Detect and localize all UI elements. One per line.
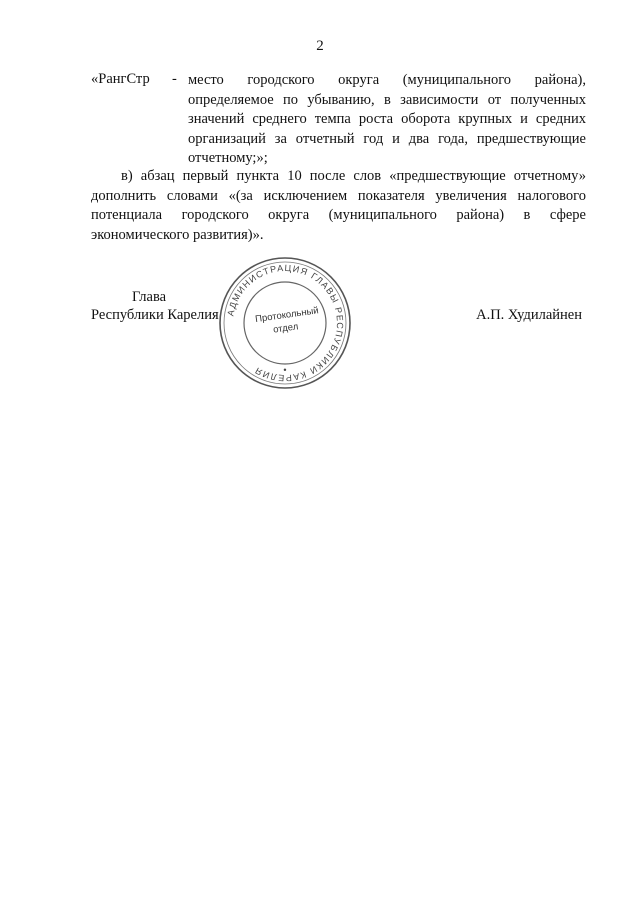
stamp-ring-text: АДМИНИСТРАЦИЯ ГЛАВЫ РЕСПУБЛИКИ КАРЕЛИЯ: [225, 262, 346, 384]
signatory-title-line-1: Глава: [132, 289, 167, 305]
definition-line: определяемое по убыванию, в зависимости от полученных: [188, 91, 586, 108]
official-stamp: [217, 255, 353, 391]
paragraph-line: в) абзац первый пункта 10 после слов «предшествующие отчетному»: [121, 168, 586, 184]
amendment-paragraph: [91, 167, 586, 245]
page-number: 2: [316, 38, 324, 54]
paragraph-line: дополнить словами «(за исключением показателя увеличения налогового: [91, 187, 586, 204]
definition-line: место городского округа (муниципального района),: [188, 72, 586, 88]
stamp-star-icon: •: [283, 365, 287, 375]
paragraph-line: экономического развития)».: [91, 226, 264, 243]
definition-line: организаций за отчетный год и два года, предшествующие: [188, 130, 586, 147]
definition-dash: -: [172, 71, 177, 87]
signatory-name: А.П. Худилайнен: [476, 307, 582, 323]
stamp-center-line-2: отдел: [272, 321, 299, 336]
definition-line: значений среднего темпа роста оборота крупных и средних: [188, 111, 586, 127]
definition-term: «РангСтр: [91, 71, 150, 87]
stamp-center-line-1: Протокольный: [254, 305, 320, 326]
signatory-title-line-2: Республики Карелия: [91, 307, 219, 323]
paragraph-line: потенциала городского округа (муниципального района) в сфере: [91, 207, 586, 223]
definition-line: отчетному;»;: [188, 150, 268, 166]
definition-body: [188, 71, 586, 169]
